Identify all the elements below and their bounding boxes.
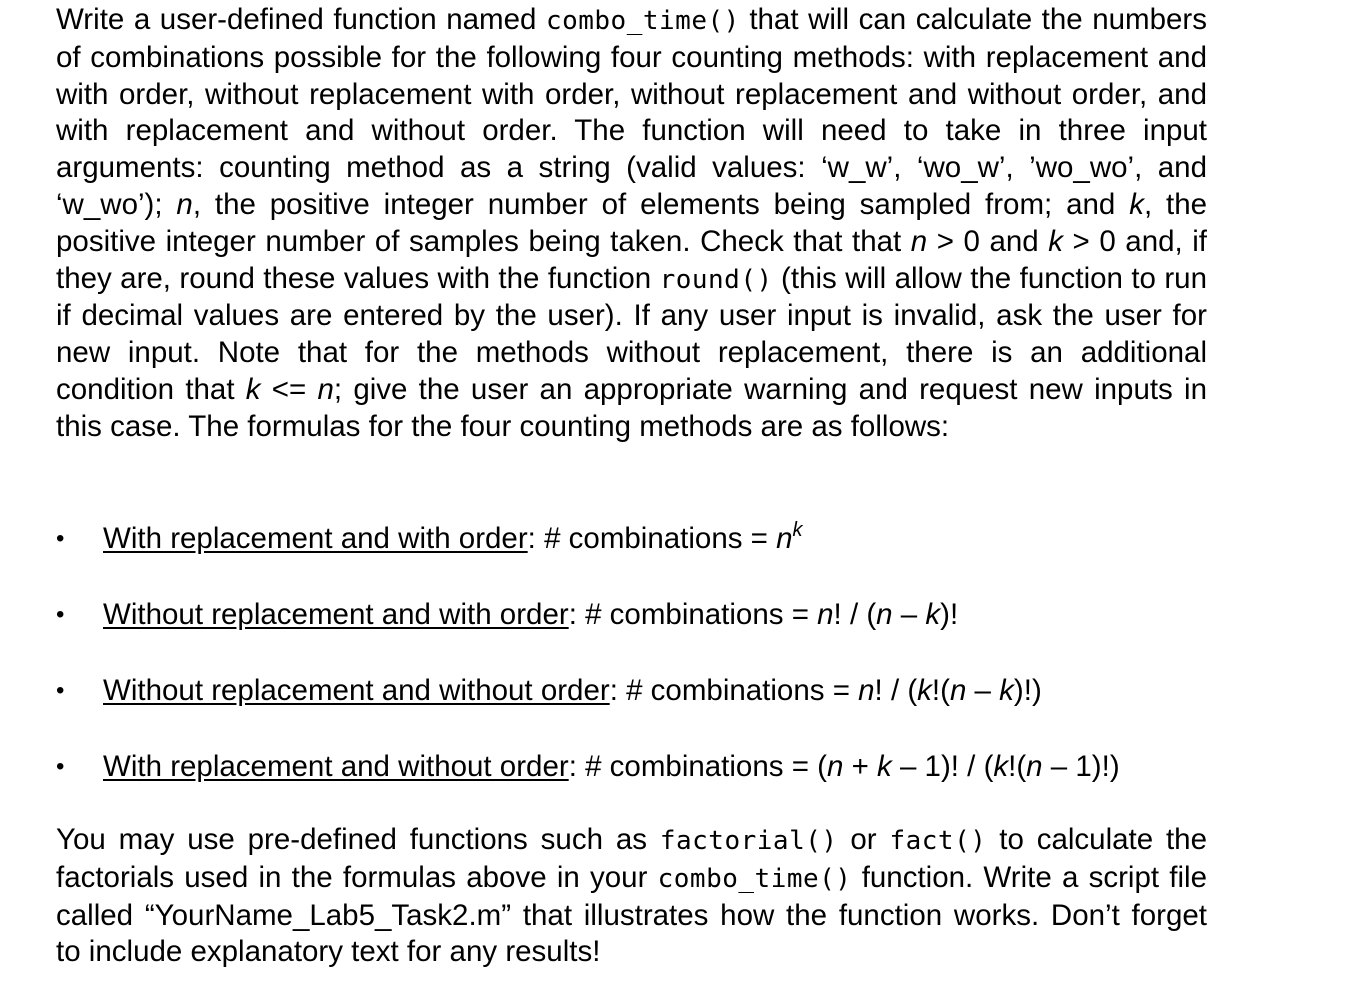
intro-text: <= bbox=[260, 372, 318, 406]
var-n: n bbox=[1026, 750, 1043, 783]
formula-part: : # combinations = bbox=[568, 598, 818, 631]
list-item bbox=[56, 666, 1207, 742]
formula-part: – 1)! / ( bbox=[891, 750, 994, 783]
list-item bbox=[56, 514, 1207, 590]
intro-text: , the positive integer number of samples being taken. Check that that bbox=[56, 187, 1208, 258]
intro-text: (this will allow the function to run if decimal values are entered by the user). If any user input is invalid, ask the user for new input. Note that for the methods without replacement, there is an additional condition that bbox=[56, 261, 1207, 406]
formula-part: – bbox=[892, 598, 926, 631]
formula-part: + bbox=[843, 750, 877, 783]
fact-function-code: fact() bbox=[889, 826, 987, 856]
formula-list bbox=[56, 514, 1207, 818]
intro-text: > 0 and, if they are, round these values with the function bbox=[56, 224, 1207, 295]
bullet-icon: • bbox=[56, 753, 65, 780]
bullet-icon: • bbox=[56, 677, 65, 704]
var-n: n bbox=[776, 522, 793, 555]
method-label: Without replacement and without order bbox=[103, 674, 610, 707]
bullet-icon: • bbox=[56, 601, 65, 628]
formula-part: )! bbox=[940, 598, 959, 631]
formula-text bbox=[103, 742, 1120, 792]
formula-text bbox=[103, 514, 803, 564]
formula-part: : # combinations = bbox=[609, 674, 859, 707]
var-n: n bbox=[817, 598, 834, 631]
method-label: With replacement and without order bbox=[103, 750, 569, 783]
intro-text: that will can calculate the numbers of combinations possible for the following four counting methods: with replacement and with order, without replacement with order, without replacement and without order, and with replacement and without order. The function will need to take in three input arguments: counting method as a string (valid values: ‘w_w’, ‘wo_w’, ’wo_wo’, and ‘w_wo’); bbox=[56, 3, 1207, 221]
outro-paragraph bbox=[56, 822, 1207, 971]
var-k-exponent: k bbox=[792, 519, 803, 541]
formula-part: )!) bbox=[1013, 674, 1042, 707]
var-k: k bbox=[993, 750, 1009, 783]
var-n: n bbox=[826, 750, 844, 783]
var-k: k bbox=[245, 372, 261, 406]
intro-text: > 0 and bbox=[927, 224, 1049, 258]
var-n: n bbox=[876, 598, 893, 631]
var-n: n bbox=[858, 674, 875, 707]
function-name-code: combo_time() bbox=[545, 6, 740, 36]
intro-text: Write a user-defined function named bbox=[56, 3, 546, 36]
bullet-icon: • bbox=[56, 525, 65, 552]
formula-text bbox=[103, 590, 958, 640]
formula-part: : # combinations = ( bbox=[568, 750, 827, 783]
var-n: n bbox=[910, 224, 928, 258]
outro-text: You may use pre-defined functions such as bbox=[56, 823, 660, 856]
method-label: Without replacement and with order bbox=[103, 598, 569, 631]
intro-text: , the positive integer number of elements being sampled from; and bbox=[192, 187, 1130, 221]
var-n: n bbox=[949, 674, 967, 707]
formula-part: ! / ( bbox=[833, 598, 877, 631]
method-label: With replacement and with order bbox=[103, 522, 528, 555]
var-k: k bbox=[925, 598, 941, 631]
formula-part: !( bbox=[1008, 750, 1027, 783]
var-k: k bbox=[917, 674, 932, 707]
var-k: k bbox=[1048, 224, 1063, 258]
formula-part: !( bbox=[931, 674, 950, 707]
intro-paragraph bbox=[56, 2, 1207, 446]
outro-text: or bbox=[837, 823, 890, 856]
var-n: n bbox=[176, 187, 193, 221]
var-k: k bbox=[999, 674, 1014, 707]
list-item bbox=[56, 742, 1207, 818]
list-item bbox=[56, 590, 1207, 666]
var-k: k bbox=[877, 750, 892, 783]
round-function-code: round() bbox=[659, 264, 773, 295]
formula-part: – bbox=[966, 674, 1000, 707]
factorial-function-code: factorial() bbox=[659, 826, 838, 856]
formula-text bbox=[103, 666, 1042, 716]
outro-text: function. Write a script file called “YourName_Lab5_Task2.m” that illustrates how the function works. Don’t forget to include explanatory text for any results! bbox=[56, 860, 1207, 969]
outro-text: to calculate the factorials used in the formulas above in your bbox=[56, 823, 1207, 894]
document-page bbox=[56, 2, 1208, 969]
var-n: n bbox=[317, 372, 334, 406]
formula-part: – 1)!) bbox=[1042, 750, 1120, 783]
formula-part: : # combinations = bbox=[527, 522, 777, 555]
formula-part: ! / ( bbox=[874, 674, 918, 707]
function-name-code: combo_time() bbox=[657, 863, 852, 894]
intro-text: ; give the user an appropriate warning and request new inputs in this case. The formulas for the four counting methods are as follows: bbox=[56, 372, 1207, 443]
var-k: k bbox=[1129, 187, 1144, 221]
